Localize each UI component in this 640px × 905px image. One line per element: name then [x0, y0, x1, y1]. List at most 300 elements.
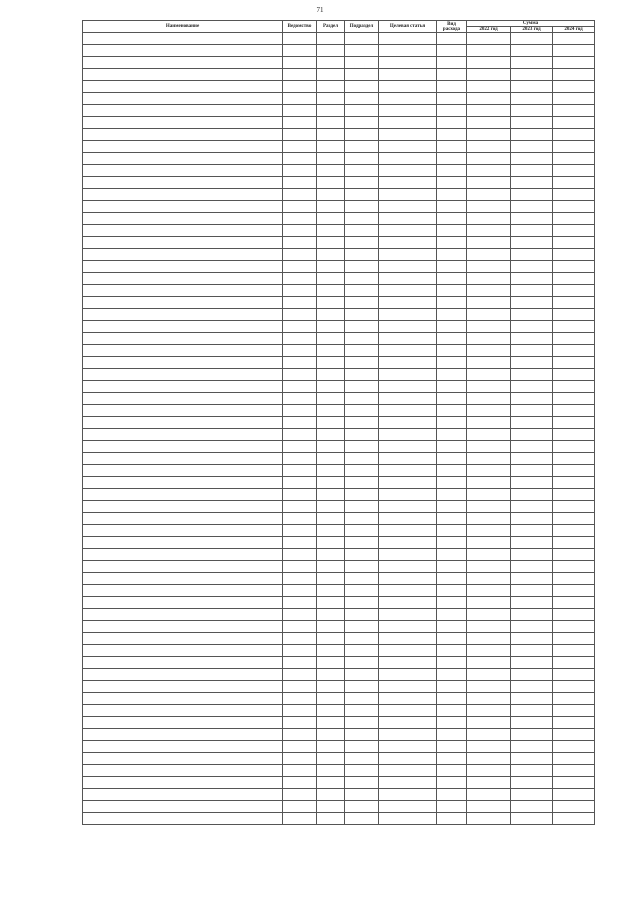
table-cell — [467, 693, 511, 705]
table-cell — [437, 465, 467, 477]
table-cell — [317, 657, 345, 669]
table-cell — [345, 261, 379, 273]
table-cell — [511, 693, 553, 705]
table-cell — [553, 645, 595, 657]
table-cell — [511, 33, 553, 45]
table-cell — [511, 657, 553, 669]
table-cell — [345, 285, 379, 297]
table-cell — [317, 513, 345, 525]
table-cell — [83, 525, 283, 537]
table-cell — [283, 345, 317, 357]
table-row — [83, 753, 595, 765]
table-cell — [83, 585, 283, 597]
table-cell — [283, 621, 317, 633]
table-cell — [317, 609, 345, 621]
table-cell — [283, 645, 317, 657]
table-cell — [379, 117, 437, 129]
table-cell — [283, 165, 317, 177]
table-cell — [379, 45, 437, 57]
table-cell — [345, 93, 379, 105]
table-cell — [379, 405, 437, 417]
table-cell — [511, 129, 553, 141]
table-cell — [553, 405, 595, 417]
table-row — [83, 693, 595, 705]
table-cell — [283, 129, 317, 141]
table-cell — [467, 141, 511, 153]
table-cell — [379, 681, 437, 693]
table-row — [83, 561, 595, 573]
table-cell — [83, 105, 283, 117]
table-cell — [467, 369, 511, 381]
table-cell — [553, 621, 595, 633]
table-cell — [553, 465, 595, 477]
table-row — [83, 273, 595, 285]
table-cell — [379, 441, 437, 453]
table-cell — [511, 405, 553, 417]
table-cell — [437, 129, 467, 141]
table-cell — [345, 765, 379, 777]
table-cell — [553, 249, 595, 261]
table-row — [83, 393, 595, 405]
table-cell — [437, 549, 467, 561]
table-cell — [467, 681, 511, 693]
table-row — [83, 237, 595, 249]
table-cell — [553, 237, 595, 249]
table-cell — [283, 573, 317, 585]
table-cell — [283, 753, 317, 765]
table-cell — [379, 465, 437, 477]
table-cell — [83, 201, 283, 213]
table-cell — [467, 261, 511, 273]
table-cell — [317, 393, 345, 405]
table-cell — [511, 753, 553, 765]
table-row — [83, 453, 595, 465]
table-cell — [553, 33, 595, 45]
table-cell — [511, 765, 553, 777]
table-cell — [317, 585, 345, 597]
table-cell — [317, 45, 345, 57]
table-row — [83, 213, 595, 225]
table-cell — [345, 201, 379, 213]
table-cell — [345, 465, 379, 477]
table-cell — [511, 549, 553, 561]
table-row — [83, 177, 595, 189]
table-cell — [553, 729, 595, 741]
table-cell — [511, 381, 553, 393]
table-cell — [317, 213, 345, 225]
table-cell — [437, 633, 467, 645]
table-cell — [379, 501, 437, 513]
table-cell — [317, 177, 345, 189]
table-cell — [553, 417, 595, 429]
table-cell — [437, 297, 467, 309]
table-row — [83, 549, 595, 561]
table-cell — [467, 621, 511, 633]
table-row — [83, 717, 595, 729]
table-cell — [467, 669, 511, 681]
table-cell — [467, 789, 511, 801]
table-cell — [511, 57, 553, 69]
table-row — [83, 813, 595, 825]
table-cell — [345, 249, 379, 261]
table-cell — [511, 789, 553, 801]
table-row — [83, 201, 595, 213]
table-row — [83, 105, 595, 117]
table-cell — [83, 489, 283, 501]
table-cell — [511, 81, 553, 93]
table-cell — [83, 801, 283, 813]
table-cell — [345, 225, 379, 237]
table-cell — [553, 357, 595, 369]
table-cell — [437, 381, 467, 393]
table-cell — [317, 501, 345, 513]
table-cell — [553, 489, 595, 501]
table-cell — [437, 249, 467, 261]
table-row — [83, 513, 595, 525]
table-cell — [317, 249, 345, 261]
table-cell — [283, 597, 317, 609]
table-cell — [283, 117, 317, 129]
table-row — [83, 705, 595, 717]
table-cell — [553, 285, 595, 297]
table-cell — [553, 501, 595, 513]
table-row — [83, 57, 595, 69]
table-cell — [345, 333, 379, 345]
table-cell — [283, 489, 317, 501]
table-cell — [83, 45, 283, 57]
table-row — [83, 81, 595, 93]
table-cell — [553, 45, 595, 57]
table-cell — [379, 765, 437, 777]
table-cell — [467, 489, 511, 501]
table-cell — [317, 633, 345, 645]
table-cell — [379, 369, 437, 381]
table-cell — [467, 633, 511, 645]
table-cell — [83, 405, 283, 417]
table-cell — [283, 249, 317, 261]
table-cell — [553, 297, 595, 309]
table-cell — [379, 789, 437, 801]
table-cell — [553, 777, 595, 789]
table-cell — [467, 597, 511, 609]
table-cell — [467, 45, 511, 57]
table-cell — [317, 741, 345, 753]
table-cell — [511, 465, 553, 477]
table-cell — [437, 525, 467, 537]
table-cell — [83, 657, 283, 669]
table-cell — [83, 465, 283, 477]
table-cell — [511, 501, 553, 513]
table-cell — [345, 645, 379, 657]
table-cell — [553, 201, 595, 213]
table-cell — [437, 501, 467, 513]
table-cell — [283, 513, 317, 525]
table-cell — [511, 213, 553, 225]
table-cell — [83, 141, 283, 153]
table-cell — [379, 525, 437, 537]
table-cell — [467, 345, 511, 357]
table-cell — [553, 93, 595, 105]
table-cell — [553, 261, 595, 273]
table-cell — [345, 813, 379, 825]
table-cell — [553, 153, 595, 165]
table-cell — [511, 333, 553, 345]
table-cell — [83, 249, 283, 261]
table-cell — [283, 681, 317, 693]
table-cell — [379, 141, 437, 153]
table-cell — [467, 705, 511, 717]
table-cell — [379, 273, 437, 285]
table-cell — [467, 105, 511, 117]
table-cell — [467, 129, 511, 141]
table-cell — [345, 441, 379, 453]
table-cell — [511, 621, 553, 633]
table-row — [83, 537, 595, 549]
table-cell — [437, 285, 467, 297]
table-cell — [511, 669, 553, 681]
table-cell — [467, 405, 511, 417]
table-cell — [283, 717, 317, 729]
table-cell — [467, 33, 511, 45]
table-cell — [345, 609, 379, 621]
table-row — [83, 669, 595, 681]
table-cell — [553, 309, 595, 321]
table-cell — [437, 513, 467, 525]
table-cell — [83, 369, 283, 381]
table-cell — [467, 57, 511, 69]
table-cell — [317, 669, 345, 681]
table-row — [83, 621, 595, 633]
table-cell — [467, 801, 511, 813]
table-cell — [345, 141, 379, 153]
table-cell — [437, 105, 467, 117]
table-cell — [379, 609, 437, 621]
table-cell — [317, 81, 345, 93]
table-cell — [379, 657, 437, 669]
table-row — [83, 33, 595, 45]
table-cell — [467, 321, 511, 333]
table-cell — [437, 753, 467, 765]
table-cell — [83, 453, 283, 465]
table-cell — [437, 357, 467, 369]
table-cell — [345, 477, 379, 489]
table-cell — [467, 525, 511, 537]
table-cell — [345, 417, 379, 429]
table-cell — [553, 633, 595, 645]
table-cell — [437, 789, 467, 801]
table-cell — [379, 237, 437, 249]
table-cell — [317, 405, 345, 417]
table-cell — [511, 417, 553, 429]
table-cell — [553, 609, 595, 621]
table-cell — [83, 717, 283, 729]
table-cell — [317, 321, 345, 333]
table-cell — [553, 57, 595, 69]
table-cell — [553, 657, 595, 669]
table-cell — [83, 789, 283, 801]
table-cell — [283, 309, 317, 321]
table-cell — [553, 561, 595, 573]
table-cell — [317, 465, 345, 477]
table-cell — [317, 69, 345, 81]
table-cell — [345, 393, 379, 405]
table-cell — [437, 765, 467, 777]
table-cell — [437, 45, 467, 57]
table-cell — [317, 645, 345, 657]
table-cell — [283, 213, 317, 225]
table-cell — [437, 333, 467, 345]
table-cell — [345, 693, 379, 705]
table-row — [83, 129, 595, 141]
table-cell — [345, 729, 379, 741]
table-cell — [467, 537, 511, 549]
table-cell — [283, 741, 317, 753]
table-cell — [511, 633, 553, 645]
table-cell — [283, 693, 317, 705]
table-cell — [345, 237, 379, 249]
table-cell — [317, 765, 345, 777]
table-cell — [317, 453, 345, 465]
table-cell — [345, 405, 379, 417]
table-cell — [283, 177, 317, 189]
table-cell — [83, 765, 283, 777]
table-cell — [379, 417, 437, 429]
table-row — [83, 417, 595, 429]
table-cell — [379, 129, 437, 141]
table-cell — [283, 45, 317, 57]
header-subsection: Подраздел — [345, 21, 379, 33]
table-cell — [83, 705, 283, 717]
table-cell — [379, 285, 437, 297]
table-cell — [437, 393, 467, 405]
table-cell — [437, 813, 467, 825]
table-cell — [437, 81, 467, 93]
table-cell — [317, 165, 345, 177]
header-target-article: Целевая статья — [379, 21, 437, 33]
table-cell — [317, 189, 345, 201]
header-sum: Сумма — [467, 21, 595, 27]
table-cell — [553, 549, 595, 561]
table-cell — [283, 453, 317, 465]
table-cell — [553, 765, 595, 777]
table-cell — [83, 129, 283, 141]
table-cell — [553, 213, 595, 225]
table-cell — [467, 189, 511, 201]
table-cell — [345, 597, 379, 609]
table-row — [83, 345, 595, 357]
table-row — [83, 117, 595, 129]
table-cell — [511, 177, 553, 189]
table-cell — [553, 705, 595, 717]
table-cell — [379, 105, 437, 117]
table-row — [83, 69, 595, 81]
table-cell — [283, 273, 317, 285]
table-row — [83, 93, 595, 105]
table-cell — [345, 561, 379, 573]
table-cell — [511, 297, 553, 309]
table-cell — [553, 525, 595, 537]
table-cell — [467, 813, 511, 825]
table-cell — [511, 117, 553, 129]
table-cell — [317, 357, 345, 369]
table-cell — [83, 165, 283, 177]
table-cell — [317, 753, 345, 765]
table-cell — [283, 357, 317, 369]
table-cell — [83, 237, 283, 249]
table-cell — [345, 381, 379, 393]
table-cell — [283, 501, 317, 513]
table-cell — [379, 261, 437, 273]
table-row — [83, 597, 595, 609]
table-cell — [467, 657, 511, 669]
table-cell — [553, 597, 595, 609]
table-row — [83, 225, 595, 237]
table-cell — [437, 621, 467, 633]
table-cell — [467, 177, 511, 189]
table-cell — [379, 633, 437, 645]
table-cell — [467, 273, 511, 285]
table-cell — [379, 573, 437, 585]
table-cell — [379, 69, 437, 81]
table-cell — [467, 465, 511, 477]
table-cell — [283, 141, 317, 153]
table-cell — [317, 33, 345, 45]
table-cell — [467, 573, 511, 585]
table-cell — [283, 105, 317, 117]
table-cell — [467, 309, 511, 321]
table-cell — [317, 729, 345, 741]
table-cell — [83, 549, 283, 561]
table-cell — [467, 117, 511, 129]
table-row — [83, 405, 595, 417]
table-cell — [283, 705, 317, 717]
table-cell — [379, 753, 437, 765]
table-cell — [83, 273, 283, 285]
table-cell — [553, 681, 595, 693]
table-cell — [283, 813, 317, 825]
header-section: Раздел — [317, 21, 345, 33]
table-cell — [379, 597, 437, 609]
table-cell — [345, 741, 379, 753]
table-cell — [317, 801, 345, 813]
table-cell — [511, 225, 553, 237]
table-cell — [379, 213, 437, 225]
table-cell — [345, 657, 379, 669]
table-cell — [283, 69, 317, 81]
table-cell — [283, 237, 317, 249]
table-cell — [437, 93, 467, 105]
table-cell — [83, 117, 283, 129]
table-cell — [511, 429, 553, 441]
table-cell — [379, 297, 437, 309]
table-cell — [511, 309, 553, 321]
table-row — [83, 729, 595, 741]
table-cell — [437, 177, 467, 189]
table-cell — [283, 585, 317, 597]
table-cell — [511, 165, 553, 177]
table-cell — [317, 369, 345, 381]
table-cell — [511, 393, 553, 405]
table-cell — [437, 681, 467, 693]
table-cell — [283, 33, 317, 45]
table-cell — [511, 69, 553, 81]
table-cell — [83, 681, 283, 693]
table-cell — [345, 429, 379, 441]
table-cell — [379, 153, 437, 165]
header-year-2024: 2024 год — [553, 27, 595, 33]
header-expense-type: Вид расхода — [437, 21, 467, 33]
table-row — [83, 741, 595, 753]
